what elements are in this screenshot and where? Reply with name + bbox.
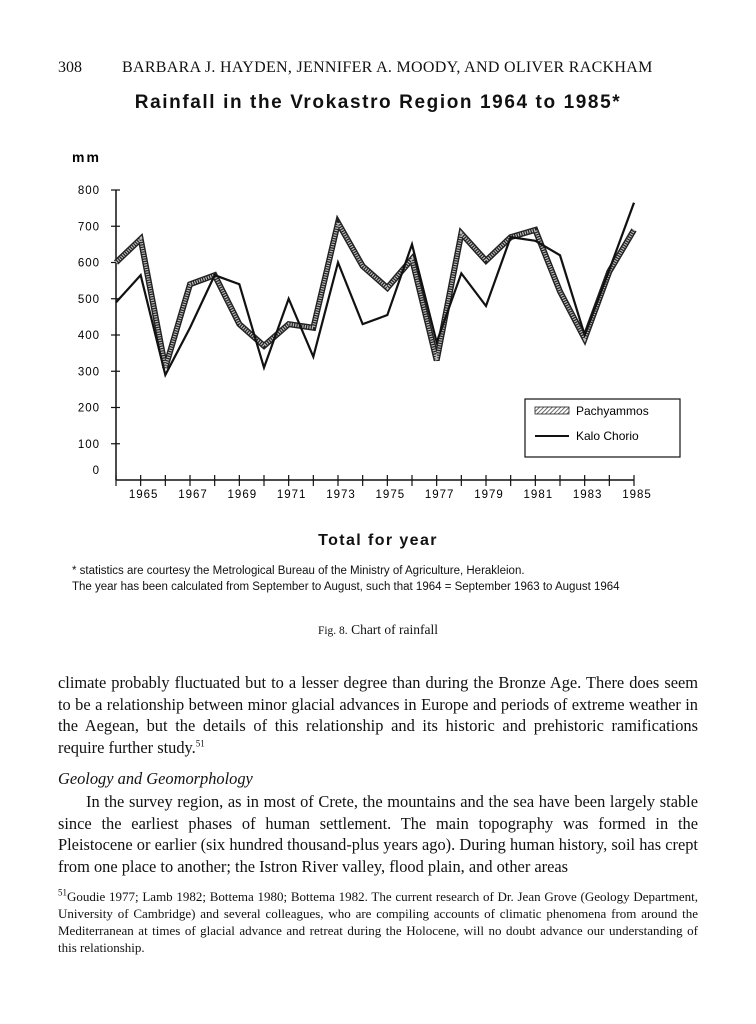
figure-caption-text: Chart of rainfall <box>351 622 439 637</box>
x-tick-label: 1969 <box>227 489 258 501</box>
x-tick-label: 1977 <box>424 489 455 501</box>
y-tick-label: 200 <box>77 402 100 415</box>
x-tick-label: 1981 <box>523 489 554 501</box>
chart-source-note: * statistics are courtesy the Metrological Bureau of the Ministry of Agriculture, Herakleion. <box>72 565 525 577</box>
x-tick-label: 1973 <box>326 489 356 501</box>
chart-title: Rainfall in the Vrokastro Region 1964 to 1985* <box>134 92 622 113</box>
y-tick-label: 0 <box>92 465 100 477</box>
paragraph-1-text: climate probably fluctuated but to a lesser degree than during the Bronze Age. There does seem to be a relationship between minor glacial advances in Europe and periods of extreme weather in the Aegean, but the details of this relationship and its historic and prehistoric ramifications require further study. <box>58 673 698 757</box>
y-tick-label: 300 <box>77 366 100 379</box>
section-heading: Geology and Geomorphology <box>58 769 253 788</box>
x-tick-label: 1985 <box>622 489 652 501</box>
legend-label-pachyammos: Pachyammos <box>576 404 649 418</box>
x-tick-label: 1983 <box>572 489 603 501</box>
page-number: 308 <box>58 59 82 76</box>
chart-year-note: The year has been calculated from September to August, such that 1964 = September 1963 to August 1964 <box>72 581 620 593</box>
footnote-number: 51 <box>58 887 67 898</box>
y-tick-label: 500 <box>77 293 100 306</box>
y-tick-label: 800 <box>77 185 100 197</box>
legend-label-kalo-chorio: Kalo Chorio <box>576 429 639 443</box>
x-tick-label: 1967 <box>178 489 208 501</box>
body-paragraph-2 <box>58 791 698 877</box>
legend <box>525 399 680 457</box>
y-axis-unit-label: mm <box>72 149 101 165</box>
footnote-ref: 51 <box>195 738 205 749</box>
y-tick-label: 100 <box>77 438 100 451</box>
x-axis-caption: Total for year <box>318 532 438 549</box>
y-tick-label: 700 <box>77 221 100 234</box>
running-head: BARBARA J. HAYDEN, JENNIFER A. MOODY, AND OLIVER RACKHAM <box>122 59 653 76</box>
y-tick-label: 400 <box>77 330 100 342</box>
legend-swatch-pachyammos <box>535 407 569 414</box>
figure-label: Fig. 8. <box>317 625 348 637</box>
body-paragraph-1 <box>58 672 698 758</box>
series-pachyammos-line <box>116 223 634 368</box>
paragraph-2-text: In the survey region, as in most of Crete, the mountains and the sea have been largely stable since the earliest phases of human settlement. The main topography was formed in the Pleistocene or earlier (six hundred thousand-plus years ago). During human history, soil has crept from one place to another; the Istron River valley, flood plain, and other areas <box>58 792 698 876</box>
figure-caption <box>0 622 756 638</box>
x-tick-label: 1975 <box>375 489 406 501</box>
x-tick-label: 1979 <box>474 489 504 501</box>
x-tick-label: 1971 <box>276 489 307 501</box>
footnote-text: Goudie 1977; Lamb 1982; Bottema 1980; Bottema 1982. The current research of Dr. Jean Grove (Geology Department, University of Cambridge) and several colleagues, who are compiling accounts of climatic phenomena from around the Mediterranean at times of glacial advance and retreat during the Holocene, will no doubt advance our understanding of this relationship. <box>58 889 698 955</box>
y-tick-label: 600 <box>77 257 100 270</box>
series-pachyammos-hatch <box>116 223 634 368</box>
x-tick-label: 1965 <box>128 489 159 501</box>
footnote <box>58 888 698 956</box>
